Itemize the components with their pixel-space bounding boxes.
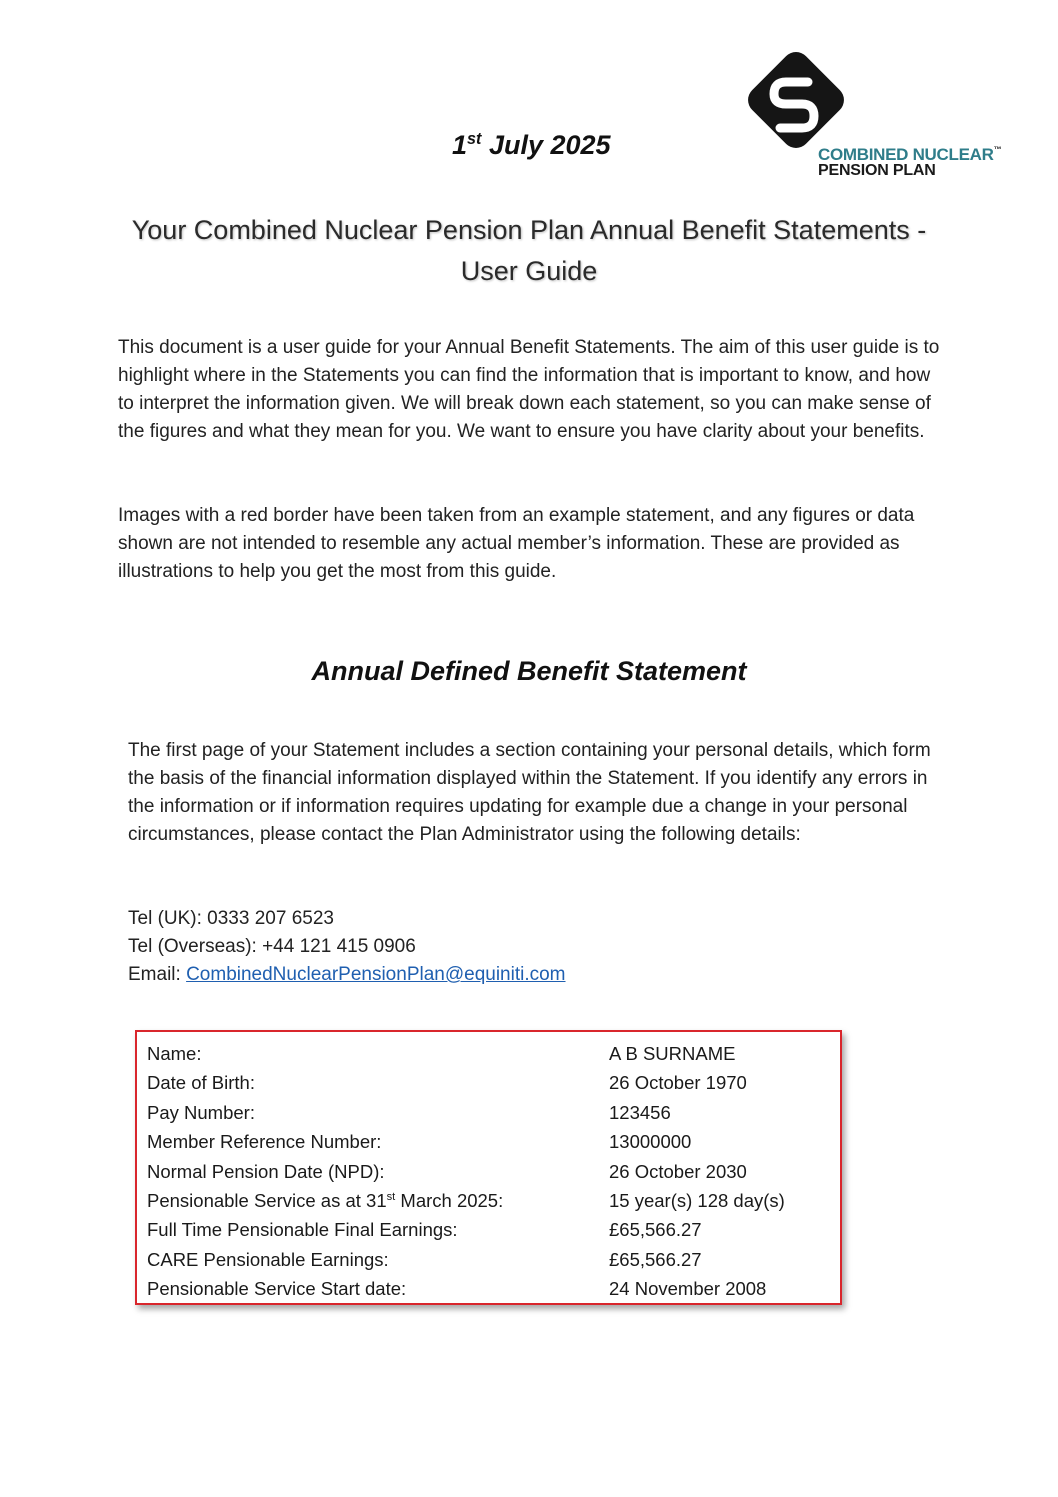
row-label: Full Time Pensionable Final Earnings: <box>147 1219 458 1241</box>
row-label: Name: <box>147 1043 202 1064</box>
row-value: £65,566.27 <box>609 1248 702 1270</box>
row-value: A B SURNAME <box>609 1043 736 1064</box>
page-title-line1: Your Combined Nuclear Pension Plan Annual Benefit Statements - <box>131 215 927 245</box>
table-row <box>147 1127 827 1156</box>
table-row <box>147 1274 827 1303</box>
row-label: CARE Pensionable Earnings: <box>147 1248 389 1270</box>
row-label: Normal Pension Date (NPD): <box>147 1160 385 1182</box>
table-row <box>147 1245 827 1274</box>
row-label: Member Reference Number: <box>147 1131 382 1153</box>
example-statement-table <box>147 1039 827 1304</box>
row-label-prefix: Pensionable Service as at 31 <box>147 1189 387 1211</box>
table-row <box>147 1215 827 1244</box>
contact-details <box>128 905 566 989</box>
table-row <box>147 1068 827 1097</box>
row-label-sup: st <box>386 1190 396 1203</box>
section-heading: Annual Defined Benefit Statement <box>311 656 747 686</box>
logo-line1-text: COMBINED NUCLEAR <box>818 145 994 164</box>
row-value: £65,566.27 <box>609 1219 702 1241</box>
contact-email-line <box>128 961 566 989</box>
cnpp-logo <box>738 52 1028 182</box>
row-label-suffix: March 2025: <box>395 1189 504 1211</box>
table-row <box>147 1098 827 1127</box>
row-value: 26 October 1970 <box>609 1072 747 1094</box>
document-date <box>452 130 611 161</box>
table-row <box>147 1039 827 1068</box>
contact-email-label: Email: <box>128 964 187 985</box>
logo-trademark: ™ <box>993 145 1002 154</box>
row-label: Pay Number: <box>147 1101 255 1123</box>
table-row <box>147 1186 827 1215</box>
logo-text-line2: PENSION PLAN <box>818 162 936 179</box>
date-suffix: st <box>467 130 482 148</box>
section-paragraph: The first page of your Statement includes a section containing your personal details, which form the basis of the financial information displayed within the Statement. If you identify any errors in the information or if information requires updating for example due a change in your personal circumstances, please contact the Plan Administrator using the following details: <box>128 740 931 845</box>
row-label: Pensionable Service Start date: <box>147 1278 407 1300</box>
row-label: Date of Birth: <box>147 1072 255 1094</box>
contact-email-link[interactable]: CombinedNuclearPensionPlan@equiniti.com <box>186 964 566 985</box>
contact-tel-uk: Tel (UK): 0333 207 6523 <box>128 908 334 929</box>
row-value: 26 October 2030 <box>609 1160 747 1182</box>
row-value: 15 year(s) 128 day(s) <box>609 1189 785 1211</box>
page-title <box>100 210 958 292</box>
table-row <box>147 1157 827 1186</box>
intro-paragraph-1: This document is a user guide for your Annual Benefit Statements. The aim of this user guide is to highlight where in the Statements you can find the information that is important to know, and how to interpret the information given. We will break down each statement, so you can make sense of the figures and what they mean for you. We want to ensure you have clarity about your benefits. <box>118 337 940 442</box>
example-statement-box <box>135 1030 842 1305</box>
date-day: 1 <box>452 130 468 160</box>
intro-paragraph-2: Images with a red border have been taken from an example statement, and any figures or data shown are not intended to resemble any actual member’s information. These are provided as illustrations to help you get the most from this guide. <box>118 505 915 582</box>
row-value: 24 November 2008 <box>609 1278 767 1300</box>
page-title-line2: User Guide <box>460 256 598 286</box>
row-label <box>147 1186 503 1215</box>
row-value: 13000000 <box>609 1131 692 1153</box>
contact-tel-overseas: Tel (Overseas): +44 121 415 0906 <box>128 936 416 957</box>
date-rest: July 2025 <box>488 130 611 160</box>
row-value: 123456 <box>609 1101 671 1123</box>
